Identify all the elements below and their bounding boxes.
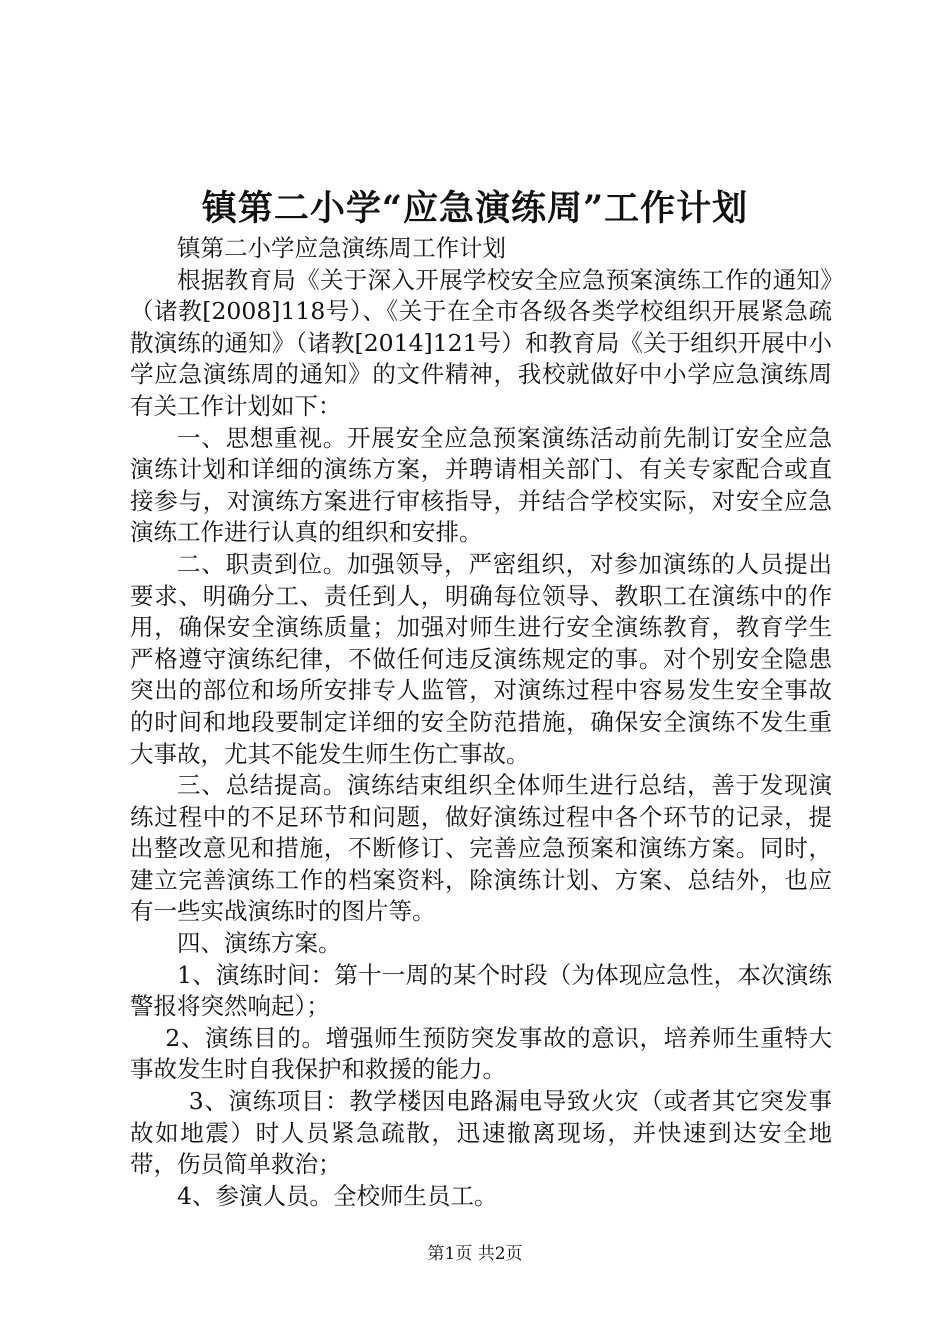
paragraph-subtitle: 镇第二小学应急演练周工作计划: [177, 234, 506, 262]
paragraph-plan-item-1: 1、演练时间：第十一周的某个时段（为体现应急性，本次演练警报将突然响起）；: [130, 960, 832, 1021]
paragraph-intro: 根据教育局《关于深入开展学校安全应急预案演练工作的通知》（诸教[2008]118号）、《关于在全市各级各类学校组织开展紧急疏散演练的通知》（诸教[2014]121号）和教育局《关于组织开展中小学应急演练周的通知》的文件精神，我校就做好中小学应急演练周有关工作计划如下：: [130, 265, 832, 420]
document-body: [130, 233, 832, 1212]
paragraph-section-2: 二、职责到位。加强领导，严密组织，对参加演练的人员提出要求、明确分工、责任到人，明确每位领导、教职工在演练中的作用，确保安全演练质量；加强对师生进行安全演练教育，教育学生严格遵守演练纪律，不做任何违反演练规定的事。对个别安全隐患突出的部位和场所安排专人监管，对演练过程中容易发生安全事故的时间和地段要制定详细的安全防范措施，确保安全演练不发生重大事故，尤其不能发生师生伤亡事故。: [130, 549, 832, 768]
paragraph-section-4-heading: 四、演练方案。: [177, 929, 342, 958]
paragraph-section-1: 一、思想重视。开展安全应急预案演练活动前先制订安全应急演练计划和详细的演练方案，并聘请相关部门、有关专家配合或直接参与，对演练方案进行审核指导，并结合学校实际，对安全应急演练工作进行认真的组织和安排。: [130, 423, 832, 547]
page-number-footer: 第1页 共2页: [427, 1244, 523, 1264]
paragraph-plan-item-3: 3、演练项目：教学楼因电路漏电导致火灾（或者其它突发事故如地震）时人员紧急疏散，迅速撤离现场，并快速到达安全地带，伤员简单救治；: [130, 1087, 832, 1179]
paragraph-plan-item-2: 2、演练目的。增强师生预防突发事故的意识，培养师生重特大事故发生时自我保护和救援的能力。: [130, 1023, 832, 1084]
document-title: 镇第二小学“应急演练周”工作计划: [201, 188, 749, 229]
paragraph-plan-item-4: 4、参演人员。全校师生员工。: [177, 1181, 498, 1210]
paragraph-section-3: 三、总结提高。演练结束组织全体师生进行总结，善于发现演练过程中的不足环节和问题，做好演练过程中各个环节的记录，提出整改意见和措施，不断修订、完善应急预案和演练方案。同时，建立完善演练工作的档案资料，除演练计划、方案、总结外，也应有一些实战演练时的图片等。: [130, 771, 832, 926]
